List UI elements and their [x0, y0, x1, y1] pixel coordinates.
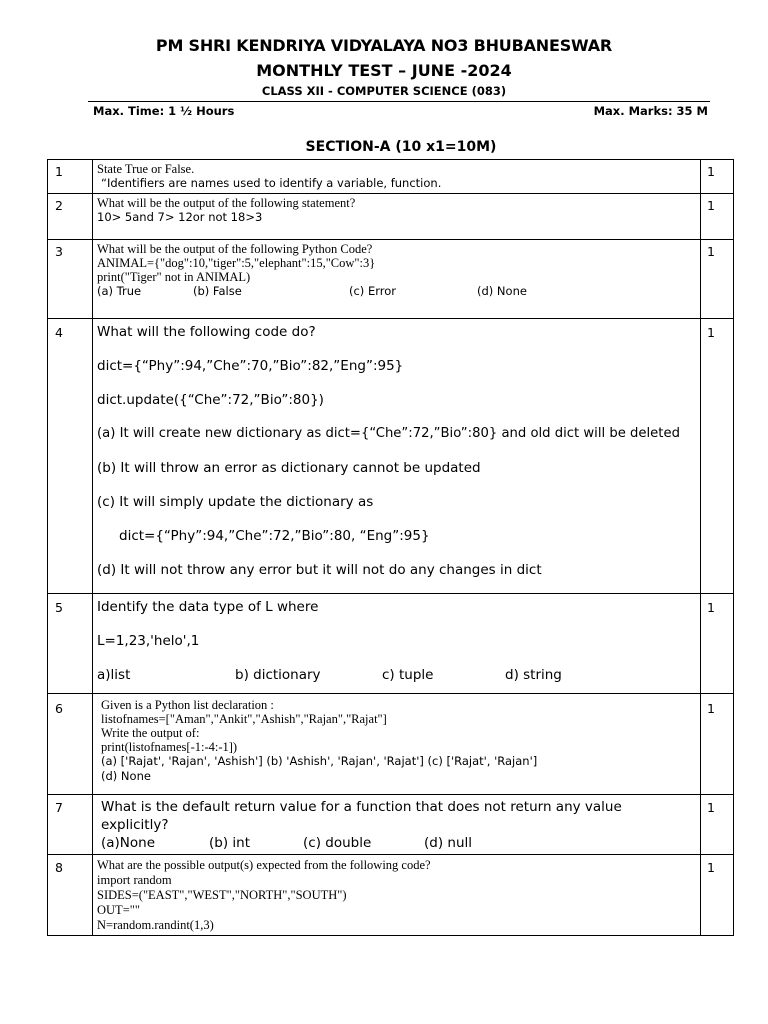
table-row — [48, 194, 734, 240]
question-text: What are the possible output(s) expected from the following code? — [97, 858, 431, 872]
option-b: (b) int — [209, 835, 250, 851]
table-row — [48, 319, 734, 594]
test-title: MONTHLY TEST – JUNE -2024 — [256, 61, 512, 80]
option-d: d) string — [505, 667, 562, 683]
option-b: (b) False — [193, 284, 242, 298]
question-body — [93, 594, 701, 694]
option-d: (d) null — [424, 835, 473, 851]
school-name: PM SHRI KENDRIYA VIDYALAYA NO3 BHUBANESWAR — [155, 36, 613, 55]
question-marks: 1 — [701, 855, 734, 936]
max-time: Max. Time: 1 ½ Hours — [93, 104, 235, 118]
table-row — [48, 240, 734, 319]
answer-options — [97, 667, 696, 683]
option-b: b) dictionary — [235, 667, 321, 683]
code-line: print("Tiger" not in ANIMAL) — [97, 270, 251, 284]
question-text: What is the default return value for a function that does not return any value — [101, 799, 622, 815]
question-marks: 1 — [701, 160, 734, 194]
option-b: (b) It will throw an error as dictionary cannot be updated — [97, 460, 481, 476]
option-a: (a)None — [101, 835, 156, 851]
table-row — [48, 594, 734, 694]
option-d: (d) None — [477, 284, 527, 298]
question-marks: 1 — [701, 240, 734, 319]
question-text: Write the output of: — [101, 726, 200, 740]
question-body — [93, 319, 701, 594]
questions-table — [47, 159, 734, 936]
max-marks: Max. Marks: 35 M — [593, 104, 708, 118]
code-line: dict={“Phy”:94,”Che”:70,”Bio”:82,”Eng”:95} — [97, 358, 404, 374]
question-body — [93, 240, 701, 319]
option-a: (a) True — [97, 284, 142, 298]
question-marks: 1 — [701, 795, 734, 855]
code-line: dict.update({“Che”:72,”Bio”:80}) — [97, 392, 324, 408]
option-a: (a) It will create new dictionary as dict={“Che”:72,”Bio”:80} and old dict will be deleted — [97, 426, 680, 441]
question-text: Given is a Python list declaration : — [101, 698, 274, 712]
option-d: (d) None — [101, 769, 151, 783]
code-line: N=random.randint(1,3) — [97, 918, 214, 932]
code-line: ANIMAL={"dog":10,"tiger":5,"elephant":15,"Cow":3} — [97, 256, 376, 270]
question-body — [93, 694, 701, 795]
question-text: State True or False. — [97, 162, 195, 176]
question-number: 8 — [48, 855, 93, 936]
question-body — [93, 194, 701, 240]
code-line: import random — [97, 873, 172, 887]
class-subject: CLASS XII - COMPUTER SCIENCE (083) — [261, 84, 507, 98]
question-number: 6 — [48, 694, 93, 795]
question-text: Identify the data type of L where — [97, 599, 319, 615]
question-number: 3 — [48, 240, 93, 319]
option-c: c) tuple — [382, 667, 434, 683]
question-marks: 1 — [701, 594, 734, 694]
question-number: 2 — [48, 194, 93, 240]
question-marks: 1 — [701, 694, 734, 795]
question-text: What will be the output of the following Python Code? — [97, 242, 373, 256]
answer-options — [101, 834, 696, 852]
question-text: “Identifiers are names used to identify a variable, function. — [101, 176, 442, 190]
option-a: a)list — [97, 667, 131, 683]
answer-options: (a) ['Rajat', 'Rajan', 'Ashish'] (b) 'Ashish', 'Rajan', 'Rajat'] (c) ['Rajat', 'Rajan'] — [101, 754, 538, 768]
question-marks: 1 — [701, 319, 734, 594]
section-title: SECTION-A (10 x1=10M) — [305, 139, 497, 155]
code-line: OUT="" — [97, 903, 140, 917]
code-line: print(listofnames[-1:-4:-1]) — [101, 740, 238, 754]
table-row — [48, 694, 734, 795]
question-number: 5 — [48, 594, 93, 694]
question-body — [93, 160, 701, 194]
question-text: 10> 5and 7> 12or not 18>3 — [97, 210, 263, 224]
option-c: (c) double — [303, 835, 372, 851]
question-number: 7 — [48, 795, 93, 855]
header-divider — [88, 101, 710, 102]
option-d: (d) It will not throw any error but it will not do any changes in dict — [97, 562, 542, 578]
question-body — [93, 855, 701, 936]
question-body — [93, 795, 701, 855]
question-number: 4 — [48, 319, 93, 594]
table-row — [48, 855, 734, 936]
question-text: What will the following code do? — [97, 324, 316, 340]
code-line: SIDES=("EAST","WEST","NORTH","SOUTH") — [97, 888, 347, 902]
question-number: 1 — [48, 160, 93, 194]
question-marks: 1 — [701, 194, 734, 240]
question-text: What will be the output of the following statement? — [97, 196, 356, 210]
code-line: listofnames=["Aman","Ankit","Ashish","Rajan","Rajat"] — [101, 712, 387, 726]
table-row — [48, 160, 734, 194]
option-c: (c) It will simply update the dictionary as — [97, 494, 374, 510]
answer-options — [97, 284, 696, 299]
code-line: L=1,23,'helo',1 — [97, 633, 200, 649]
option-c: (c) Error — [349, 284, 396, 298]
code-line: dict={“Phy”:94,”Che”:72,”Bio”:80, “Eng”:95} — [119, 528, 430, 544]
question-text: explicitly? — [101, 817, 169, 833]
table-row — [48, 795, 734, 855]
